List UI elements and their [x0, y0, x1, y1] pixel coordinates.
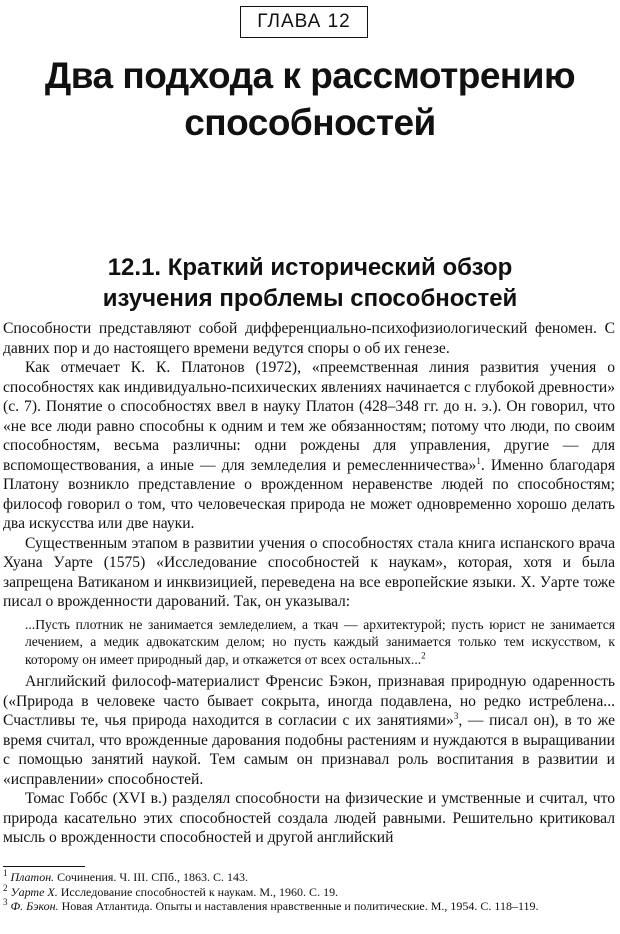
footnote-divider — [3, 866, 85, 867]
footnote-3-author: Ф. Бэкон. — [10, 899, 59, 913]
footnote-ref-1: 1 — [476, 455, 481, 466]
footnote-ref-3: 3 — [453, 710, 459, 721]
paragraph-4-text-b: , — писал он), в то же время считал, что врожденные дарования подобны растениям и нуждаются в выращивании с помощью занятий наукой. Тем самым он признавал роль воспитания в развитии и «исправлении» способностей. — [3, 712, 615, 788]
footnote-1-text: Сочинения. Ч. III. СПб., 1863. С. 143. — [54, 870, 248, 884]
footnote-ref-2: 2 — [421, 649, 426, 660]
chapter-title-line-1: Два подхода к рассмотрению — [44, 55, 576, 96]
paragraph-2 — [3, 358, 615, 534]
footnote-1-author: Платон. — [10, 870, 55, 884]
paragraph-4-text-a: Английский философ-материалист Френсис Бэкон, признавая природную одаренность («Природа в человеке часто бывает сокрыта, иногда подавлена, но редко истреблена... Счастливы те, чья природа находится в согласии с их занятиями» — [3, 673, 615, 729]
footnote-3 — [3, 899, 615, 914]
paragraph-1: Способности представляют собой дифференциально-психофизиологический феномен. С давних пор и до настоящего времени ведутся споры о об их генезе. — [3, 320, 615, 357]
chapter-title — [0, 52, 620, 146]
chapter-label — [240, 6, 368, 38]
section-title — [0, 252, 620, 314]
footnotes — [3, 866, 615, 914]
footnote-1-number: 1 — [3, 868, 8, 878]
paragraph-4 — [3, 672, 615, 789]
footnote-2-text: Исследование способностей к наукам. М., 1960. С. 19. — [57, 884, 339, 899]
paragraph-5: Томас Гоббс (XVI в.) разделял способности на физические и умственные и считал, что природа касательно этих способностей создала людей равными. Решительно критиковал мысль о врожденности способностей и другой английский — [3, 790, 615, 846]
footnote-2-number: 2 — [3, 882, 8, 893]
body-text — [3, 319, 615, 848]
footnote-3-text: Новая Атлантида. Опыты и наставления нравственные и политические. М., 1954. С. 118–119. — [58, 899, 539, 913]
block-quote-text: ...Пусть плотник не занимается земледелием, а ткач — архитектурой; пусть юрист не занимается лечением, а медик адвокатским делом; но пусть каждый занимается только тем искусством, к которому он имеет природный дар, и откажется от всех остальных... — [25, 616, 615, 667]
paragraph-2-text-a: Как отмечает К. К. Платонов (1972), «преемственная линия развития учения о способностях как индивидуально-психических явлениях начинается с глубокой древности» (с. 7). Понятие о способностях ввел в науку Платон (428–348 гг. до н. э.). Он говорил, что «не все люди равно способны к одним и тем же обязанностям; потому что люди, по своим способностям, весьма различны: одни рождены для управления, другие — для вспомоществования, а иные — для земледелия и ремесленничества» — [3, 359, 615, 474]
section-title-line-1: 12.1. Краткий исторический обзор — [107, 254, 513, 281]
chapter-title-line-2: способностей — [184, 102, 436, 143]
chapter-label-text: ГЛАВА 12 — [257, 11, 351, 32]
footnote-1 — [3, 870, 615, 885]
paragraph-2-text-b: . Именно благодаря Платону возникло представление о врожденном неравенстве людей по способностям; философ говорил о том, что человеческая природа не может одновременно хорошо делать два искусства или две науки. — [3, 456, 615, 532]
footnote-2-author: Уарте Х. — [10, 884, 58, 899]
paragraph-3: Существенным этапом в развитии учения о способностях стала книга испанского врача Хуана Уарте (1575) «Исследование способностей к наукам», которая, хотя и была запрещена Ватиканом и инквизицией, переведена на все европейские языки. Х. Уарте тоже писал о врожденности дарований. Так, он указывал: — [3, 534, 615, 610]
footnote-3-number: 3 — [3, 897, 8, 907]
block-quote — [3, 616, 615, 669]
footnote-2 — [3, 882, 615, 900]
section-title-line-2: изучения проблемы способностей — [102, 285, 518, 312]
